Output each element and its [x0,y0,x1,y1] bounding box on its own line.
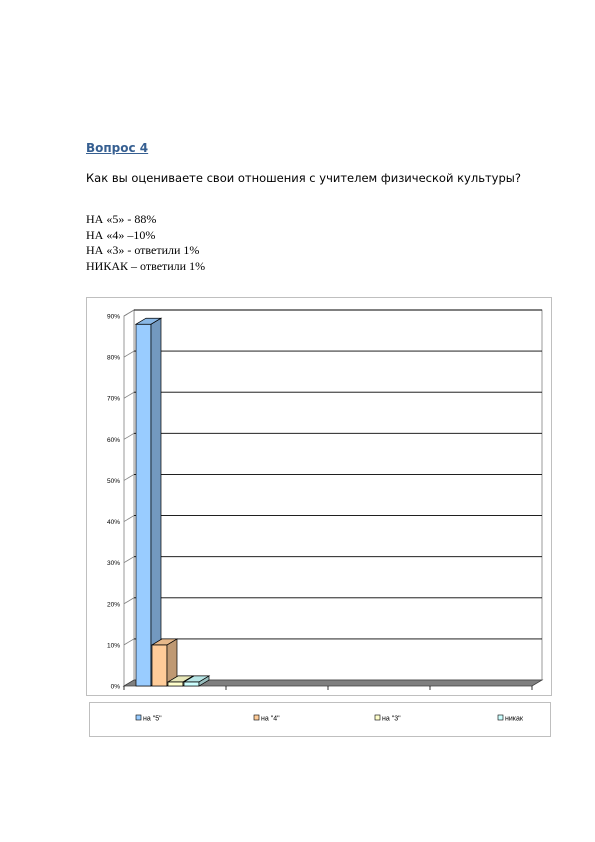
chart-walls [124,310,542,686]
bar-front [136,324,151,686]
y-tick-label: 0% [110,683,120,691]
chart-side-wall [124,310,134,686]
answer-item: НИКАК – ответили 1% [86,258,206,273]
legend-label: на "4" [261,715,280,723]
y-tick-label: 70% [106,395,120,403]
y-tick-label: 80% [106,354,120,362]
bar-side [151,318,161,686]
legend-label: на "3" [382,715,401,723]
y-tick-label: 60% [106,436,120,444]
y-tick-label: 50% [106,477,120,485]
legend-swatch [498,715,503,720]
legend-label: на "5" [143,715,162,723]
bar-front [184,682,199,686]
bar-front [168,682,183,686]
bar-1 [136,318,161,686]
legend-swatch [375,715,380,720]
legend-swatch [136,715,141,720]
answer-item: НА «5» - 88% [86,212,157,226]
y-tick-label: 30% [106,560,120,568]
legend-label: никак [505,715,523,723]
answer-item: НА «3» - ответили 1% [86,243,200,257]
chart-back-wall [134,310,542,680]
legend-swatch [254,715,259,720]
question-title: Вопрос 4 [86,141,149,155]
y-tick-label: 20% [106,601,120,609]
chart-container [86,297,552,737]
question-text: Как вы оцениваете свои отношения с учителем физической культуры? [86,171,521,185]
y-tick-label: 40% [106,519,120,527]
answers-list [86,212,205,274]
answer-item: НА «4» –10% [86,227,156,242]
bar-chart [86,297,552,737]
y-tick-label: 90% [106,313,120,321]
y-tick-label: 10% [106,642,120,650]
bar-front [152,645,167,686]
